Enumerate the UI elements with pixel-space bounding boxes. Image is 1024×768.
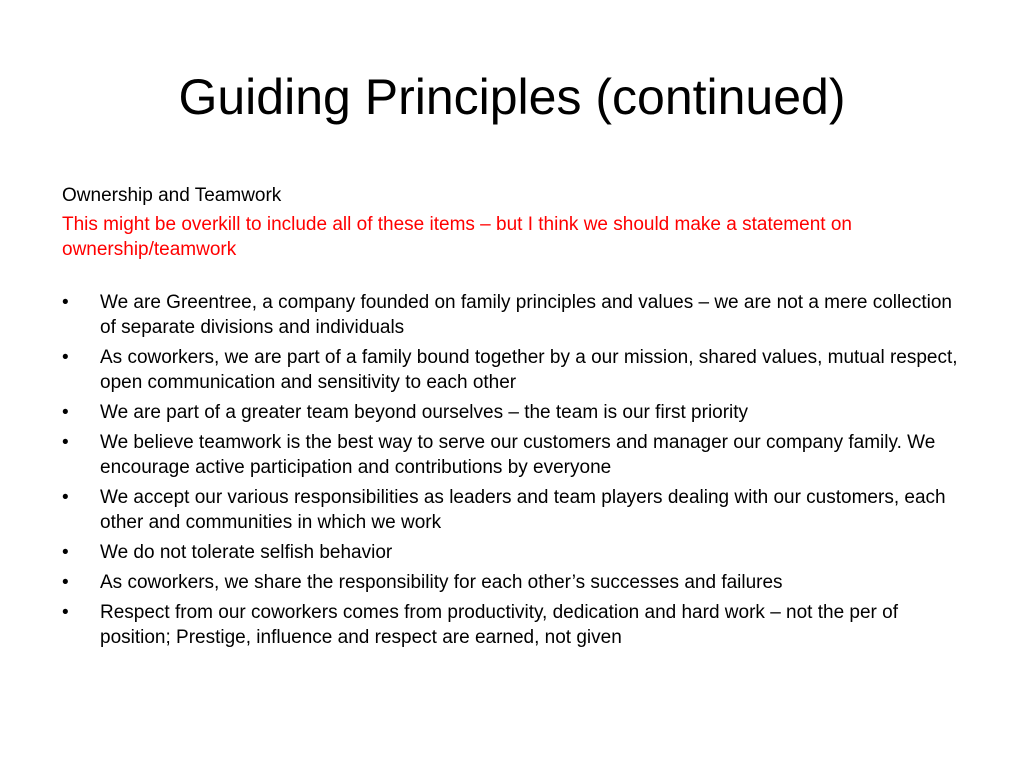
bullet-list	[62, 290, 967, 650]
section-subheading: Ownership and Teamwork	[62, 185, 282, 206]
bullet-text: We are part of a greater team beyond ourselves – the team is our first priority	[100, 402, 749, 423]
editor-note: This might be overkill to include all of these items – but I think we should make a statement on ownership/teamwork	[62, 214, 852, 260]
bullet-icon: •	[62, 602, 69, 623]
bullet-item	[62, 345, 967, 395]
bullet-item	[62, 400, 967, 425]
bullet-text: We do not tolerate selfish behavior	[100, 542, 393, 563]
bullet-text: Respect from our coworkers comes from productivity, dedication and hard work – not the per of position; Prestige, influence and respect are earned, not given	[100, 602, 899, 648]
bullet-icon: •	[62, 292, 69, 313]
bullet-text: As coworkers, we are part of a family bound together by a our mission, shared values, mutual respect, open communication and sensitivity to each other	[100, 347, 958, 393]
bullet-item	[62, 540, 967, 565]
bullet-icon: •	[62, 347, 69, 368]
bullet-text: We believe teamwork is the best way to serve our customers and manager our company family. We encourage active participation and contributions by everyone	[100, 432, 936, 478]
slide-title: Guiding Principles (continued)	[178, 69, 846, 125]
bullet-item	[62, 290, 967, 340]
bullet-item	[62, 570, 967, 595]
bullet-item	[62, 600, 967, 650]
bullet-text: We are Greentree, a company founded on family principles and values – we are not a mere collection of separate divisions and individuals	[100, 292, 952, 338]
bullet-item	[62, 485, 967, 535]
bullet-icon: •	[62, 542, 69, 563]
bullet-icon: •	[62, 487, 69, 508]
slide-body	[62, 183, 967, 655]
bullet-item	[62, 430, 967, 480]
bullet-icon: •	[62, 572, 69, 593]
bullet-icon: •	[62, 402, 69, 423]
bullet-icon: •	[62, 432, 69, 453]
bullet-text: We accept our various responsibilities as leaders and team players dealing with our customers, each other and communities in which we work	[100, 487, 946, 533]
bullet-text: As coworkers, we share the responsibility for each other’s successes and failures	[100, 572, 783, 593]
